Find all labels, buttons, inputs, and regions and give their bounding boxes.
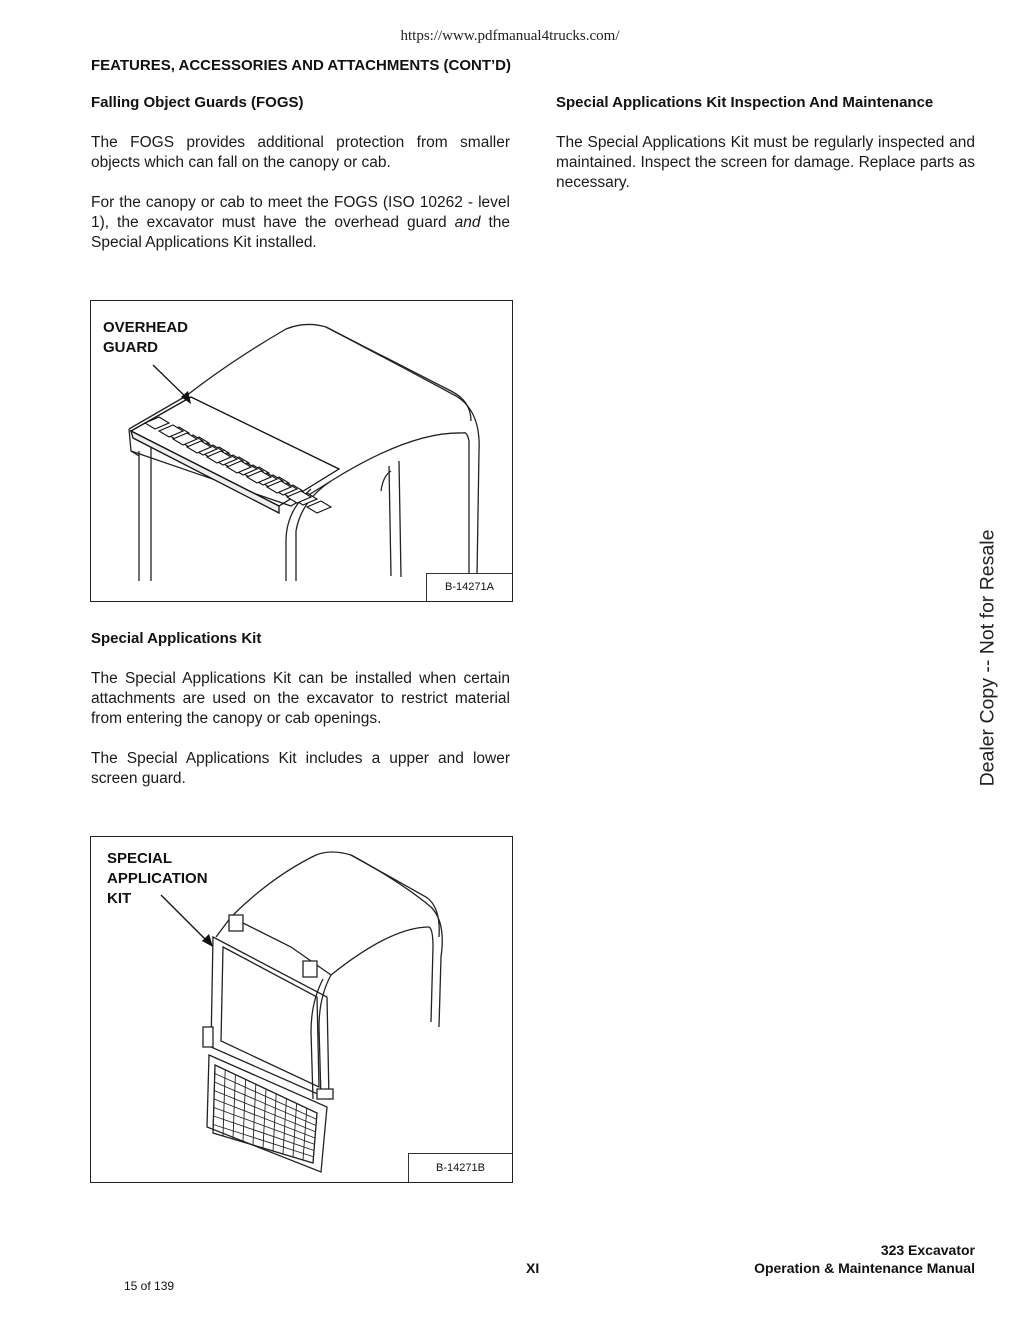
special-application-kit-label bbox=[107, 849, 208, 909]
dealer-copy-watermark: Dealer Copy -- Not for Resale bbox=[976, 529, 999, 787]
special-application-kit-label-line-2: APPLICATION bbox=[107, 870, 208, 887]
guard-grid-cell bbox=[307, 501, 331, 513]
guard-grid-cell bbox=[145, 417, 169, 429]
fogs-paragraph-2-emphasis: and bbox=[454, 214, 481, 231]
figure-code-b14271a: B-14271A bbox=[426, 573, 512, 601]
overhead-guard-label-line-2: GUARD bbox=[103, 339, 158, 356]
mesh-wire bbox=[214, 1116, 315, 1151]
mesh-wire bbox=[214, 1108, 315, 1145]
page-count: 15 of 139 bbox=[124, 1279, 175, 1293]
mesh-wire bbox=[214, 1091, 315, 1132]
footer-model: 323 Excavator bbox=[880, 1242, 975, 1258]
special-application-kit-label-line-3: KIT bbox=[107, 890, 132, 907]
source-url[interactable]: https://www.pdfmanual4trucks.com/ bbox=[400, 28, 620, 44]
fogs-paragraph-2-text-end: the Special Applications Kit installed. bbox=[91, 214, 510, 251]
section-title: FEATURES, ACCESSORIES AND ATTACHMENTS (CONT’D) bbox=[91, 57, 511, 74]
fogs-heading: Falling Object Guards (FOGS) bbox=[91, 94, 304, 111]
inspection-heading: Special Applications Kit Inspection And Maintenance bbox=[556, 94, 934, 111]
footer-manual-title: Operation & Maintenance Manual bbox=[754, 1260, 975, 1276]
fogs-paragraph-1: The FOGS provides additional protection from smaller objects which can fall on the canopy or cab. bbox=[91, 134, 510, 171]
fogs-paragraph-2-text: For the canopy or cab to meet the FOGS (ISO 10262 - level 1), the excavator must have the overhead guard bbox=[91, 194, 510, 231]
page-roman-numeral: XI bbox=[526, 1260, 540, 1276]
mesh-wire bbox=[213, 1125, 313, 1157]
figure-code-b14271b: B-14271B bbox=[408, 1153, 512, 1182]
sak-paragraph-2: The Special Applications Kit includes a upper and lower screen guard. bbox=[91, 750, 510, 787]
inspection-paragraph: The Special Applications Kit must be regularly inspected and maintained. Inspect the screen for damage. Replace parts as necessary. bbox=[556, 134, 975, 191]
overhead-guard-label bbox=[103, 318, 188, 358]
sak-paragraph-1: The Special Applications Kit can be installed when certain attachments are used on the excavator to restrict material from entering the canopy or cab openings. bbox=[91, 670, 510, 727]
special-application-kit-label-line-1: SPECIAL bbox=[107, 850, 173, 867]
fogs-paragraph-2 bbox=[91, 193, 510, 253]
mesh-wire bbox=[213, 1133, 313, 1163]
sak-heading: Special Applications Kit bbox=[91, 630, 262, 647]
overhead-guard-label-line-1: OVERHEAD bbox=[103, 319, 189, 336]
overhead-guard-figure bbox=[90, 300, 513, 602]
special-application-kit-figure bbox=[90, 836, 513, 1183]
